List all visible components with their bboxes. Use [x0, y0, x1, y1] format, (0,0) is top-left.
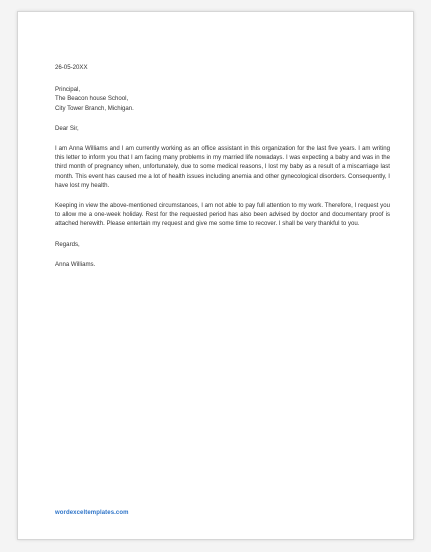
address-line-recipient: Principal, [55, 86, 81, 94]
recipient-address [55, 85, 390, 113]
body-paragraph-1: I am Anna Williams and I am currently working as an office assistant in this organization for the last five years. I am writing this letter to inform you that I am facing many problems in my married life nowadays. I was expecting a baby and was in the third month of pregnancy when, unfortunately, due to some medical reasons, I lost my baby as a result of a miscarriage last month. This event has caused me a lot of health issues including anemia and other gynecological disorders. Consequently, I have lost my health. [55, 145, 390, 189]
address-line-school: The Beacon house School, [55, 95, 129, 103]
salutation: Dear Sir, [55, 124, 79, 132]
address-line-location: City Tower Branch, Michigan. [55, 104, 134, 112]
closing: Regards, [55, 240, 80, 248]
body-paragraph-2: Keeping in view the above-mentioned circumstances, I am not able to pay full attention to my work. Therefore, I request you to allow me a one-week holiday. Rest for the requested period has also been advised by doctor and documentary proof is attached herewith. Please entertain my request and give me some time to recover. I shall be very thankful to you. [55, 202, 390, 228]
letter-body [55, 63, 390, 269]
signature: Anna Williams. [55, 260, 96, 268]
website-link[interactable]: wordexceltemplates.com [55, 510, 129, 516]
letter-date: 26-05-20XX [55, 64, 88, 71]
document-page [17, 11, 414, 540]
